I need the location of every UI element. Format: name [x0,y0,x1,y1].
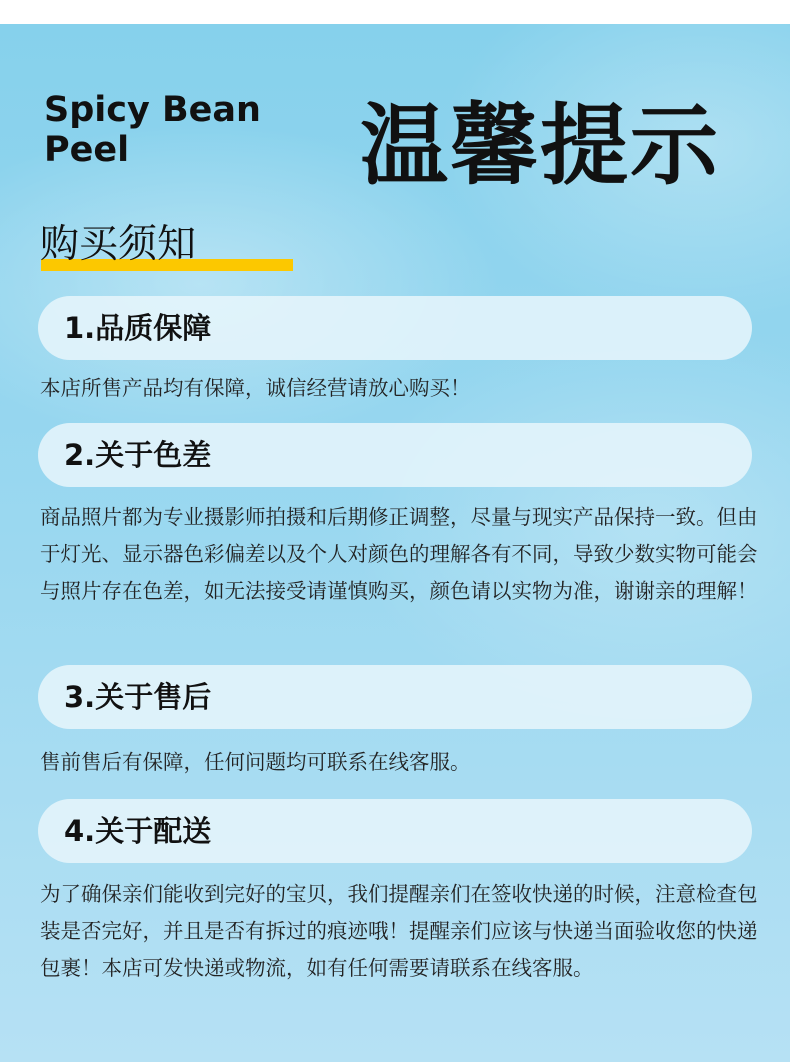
notice-page [0,24,790,1062]
section-heading-delivery: 4.关于配送 [38,799,752,863]
brand-name: Spicy Bean Peel [44,90,261,170]
section-body-color: 商品照片都为专业摄影师拍摄和后期修正调整，尽量与现实产品保持一致。但由于灯光、显示器色彩偏差以及个人对颜色的理解各有不同，导致少数实物可能会与照片存在色差，如无法接受请谨慎购买，颜色请以实物为准，谢谢亲的理解！ [40,505,758,603]
section-body-aftersales: 售前售后有保障，任何问题均可联系在线客服。 [40,750,471,774]
section-body-delivery: 为了确保亲们能收到完好的宝贝，我们提醒亲们在签收快递的时候，注意检查包装是否完好，并且是否有拆过的痕迹哦！提醒亲们应该与快递当面验收您的快递包裹！本店可发快递或物流，如有任何需要请联系在线客服。 [40,882,758,980]
page-title: 温馨提示 [360,94,721,197]
subtitle-text: 购买须知 [40,222,197,267]
section-heading-aftersales: 3.关于售后 [38,665,752,729]
section-heading-quality: 1.品质保障 [38,296,752,360]
section-body-quality: 本店所售产品均有保障，诚信经营请放心购买！ [40,376,471,400]
subtitle [40,220,196,270]
section-heading-color: 2.关于色差 [38,423,752,487]
